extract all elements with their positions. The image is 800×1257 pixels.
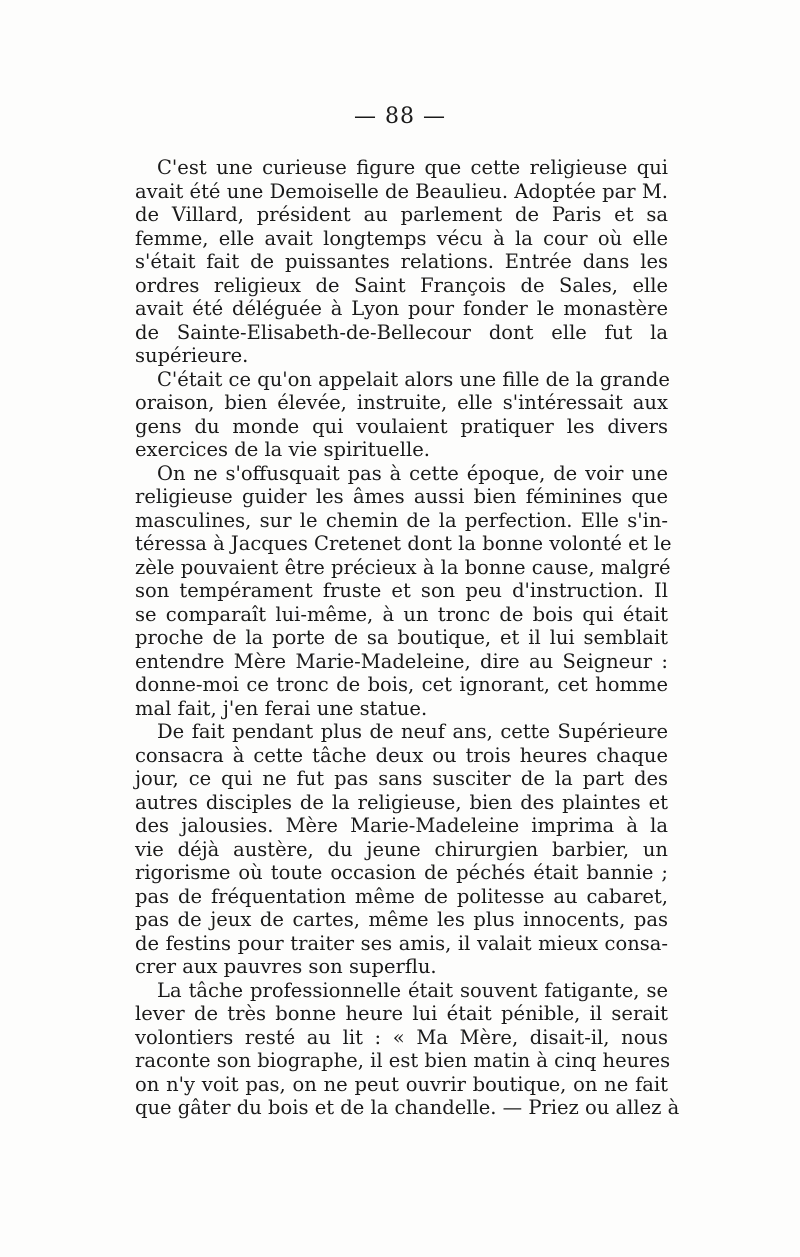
text-line: consacra à cette tâche deux ou trois heures chaque: [135, 743, 668, 767]
text-line: avait été déléguée à Lyon pour fonder le monastère: [135, 297, 668, 320]
text-line: volontiers resté au lit : « Ma Mère, disait-il, nous: [135, 1025, 668, 1049]
text-line: La tâche professionnelle était souvent fatigante, se: [157, 978, 668, 1002]
text-line: rigorisme où toute occasion de péchés était bannie ;: [135, 861, 668, 884]
text-line: gens du monde qui voulaient pratiquer les divers: [135, 414, 668, 438]
text-line: C'était ce qu'on appelait alors une fille de la grande: [157, 367, 670, 391]
text-line: jour, ce qui ne fut pas sans susciter de la part des: [135, 767, 668, 790]
text-line: ordres religieux de Saint François de Sales, elle: [135, 273, 668, 297]
text-line: masculines, sur le chemin de la perfection. Elle s'in-: [135, 508, 668, 532]
text-line: proche de la porte de sa boutique, et il lui semblait: [135, 626, 668, 649]
page-number: — 88 —: [354, 104, 446, 129]
text-line: pas de jeux de cartes, même les plus innocents, pas: [135, 908, 668, 931]
text-line: On ne s'offusquait pas à cette époque, de voir une: [157, 461, 668, 485]
text-line: entendre Mère Marie-Madeleine, dire au Seigneur :: [135, 649, 668, 673]
text-line: supérieure.: [135, 344, 249, 367]
text-line: avait été une Demoiselle de Beaulieu. Adoptée par M.: [135, 179, 668, 203]
text-line: de festins pour traiter ses amis, il valait mieux consa-: [135, 931, 668, 955]
text-line: que gâter du bois et de la chandelle. — Priez ou allez à: [135, 1096, 680, 1119]
text-line: se comparaît lui-même, à un tronc de bois qui était: [135, 602, 668, 626]
text-line: exercices de la vie spirituelle.: [135, 438, 430, 461]
text-line: raconte son biographe, il est bien matin à cinq heures: [135, 1049, 671, 1072]
text-line: pas de fréquentation même de politesse au cabaret,: [135, 884, 668, 908]
text-line: C'est une curieuse figure que cette religieuse qui: [157, 156, 668, 179]
text-line: de Sainte-Elisabeth-de-Bellecour dont elle fut la: [135, 320, 668, 344]
text-line: téressa à Jacques Cretenet dont la bonne volonté et le: [135, 532, 672, 555]
text-line: des jalousies. Mère Marie-Madeleine imprima à la: [135, 814, 668, 837]
text-line: crer aux pauvres son superflu.: [135, 955, 437, 978]
text-line: s'était fait de puissantes relations. Entrée dans les: [135, 250, 668, 273]
text-line: autres disciples de la religieuse, bien des plaintes et: [135, 790, 668, 814]
text-line: zèle pouvaient être précieux à la bonne cause, malgré: [135, 555, 671, 579]
text-line: femme, elle avait longtemps vécu à la cour où elle: [135, 226, 668, 250]
text-line: de Villard, président au parlement de Paris et sa: [135, 203, 668, 226]
text-line: mal fait, j'en ferai une statue.: [135, 696, 428, 720]
body-text: [135, 156, 680, 1120]
text-line: De fait pendant plus de neuf ans, cette Supérieure: [157, 720, 668, 743]
text-line: son tempérament fruste et son peu d'instruction. Il: [135, 579, 668, 602]
text-line: lever de très bonne heure lui était pénible, il serait: [135, 1002, 668, 1025]
text-line: donne-moi ce tronc de bois, cet ignorant, cet homme: [135, 673, 668, 696]
text-line: religieuse guider les âmes aussi bien féminines que: [135, 485, 668, 508]
text-line: oraison, bien élevée, instruite, elle s'intéressait aux: [135, 391, 668, 414]
text-line: on n'y voit pas, on ne peut ouvrir boutique, on ne fait: [135, 1072, 668, 1096]
text-line: vie déjà austère, du jeune chirurgien barbier, un: [135, 837, 668, 861]
